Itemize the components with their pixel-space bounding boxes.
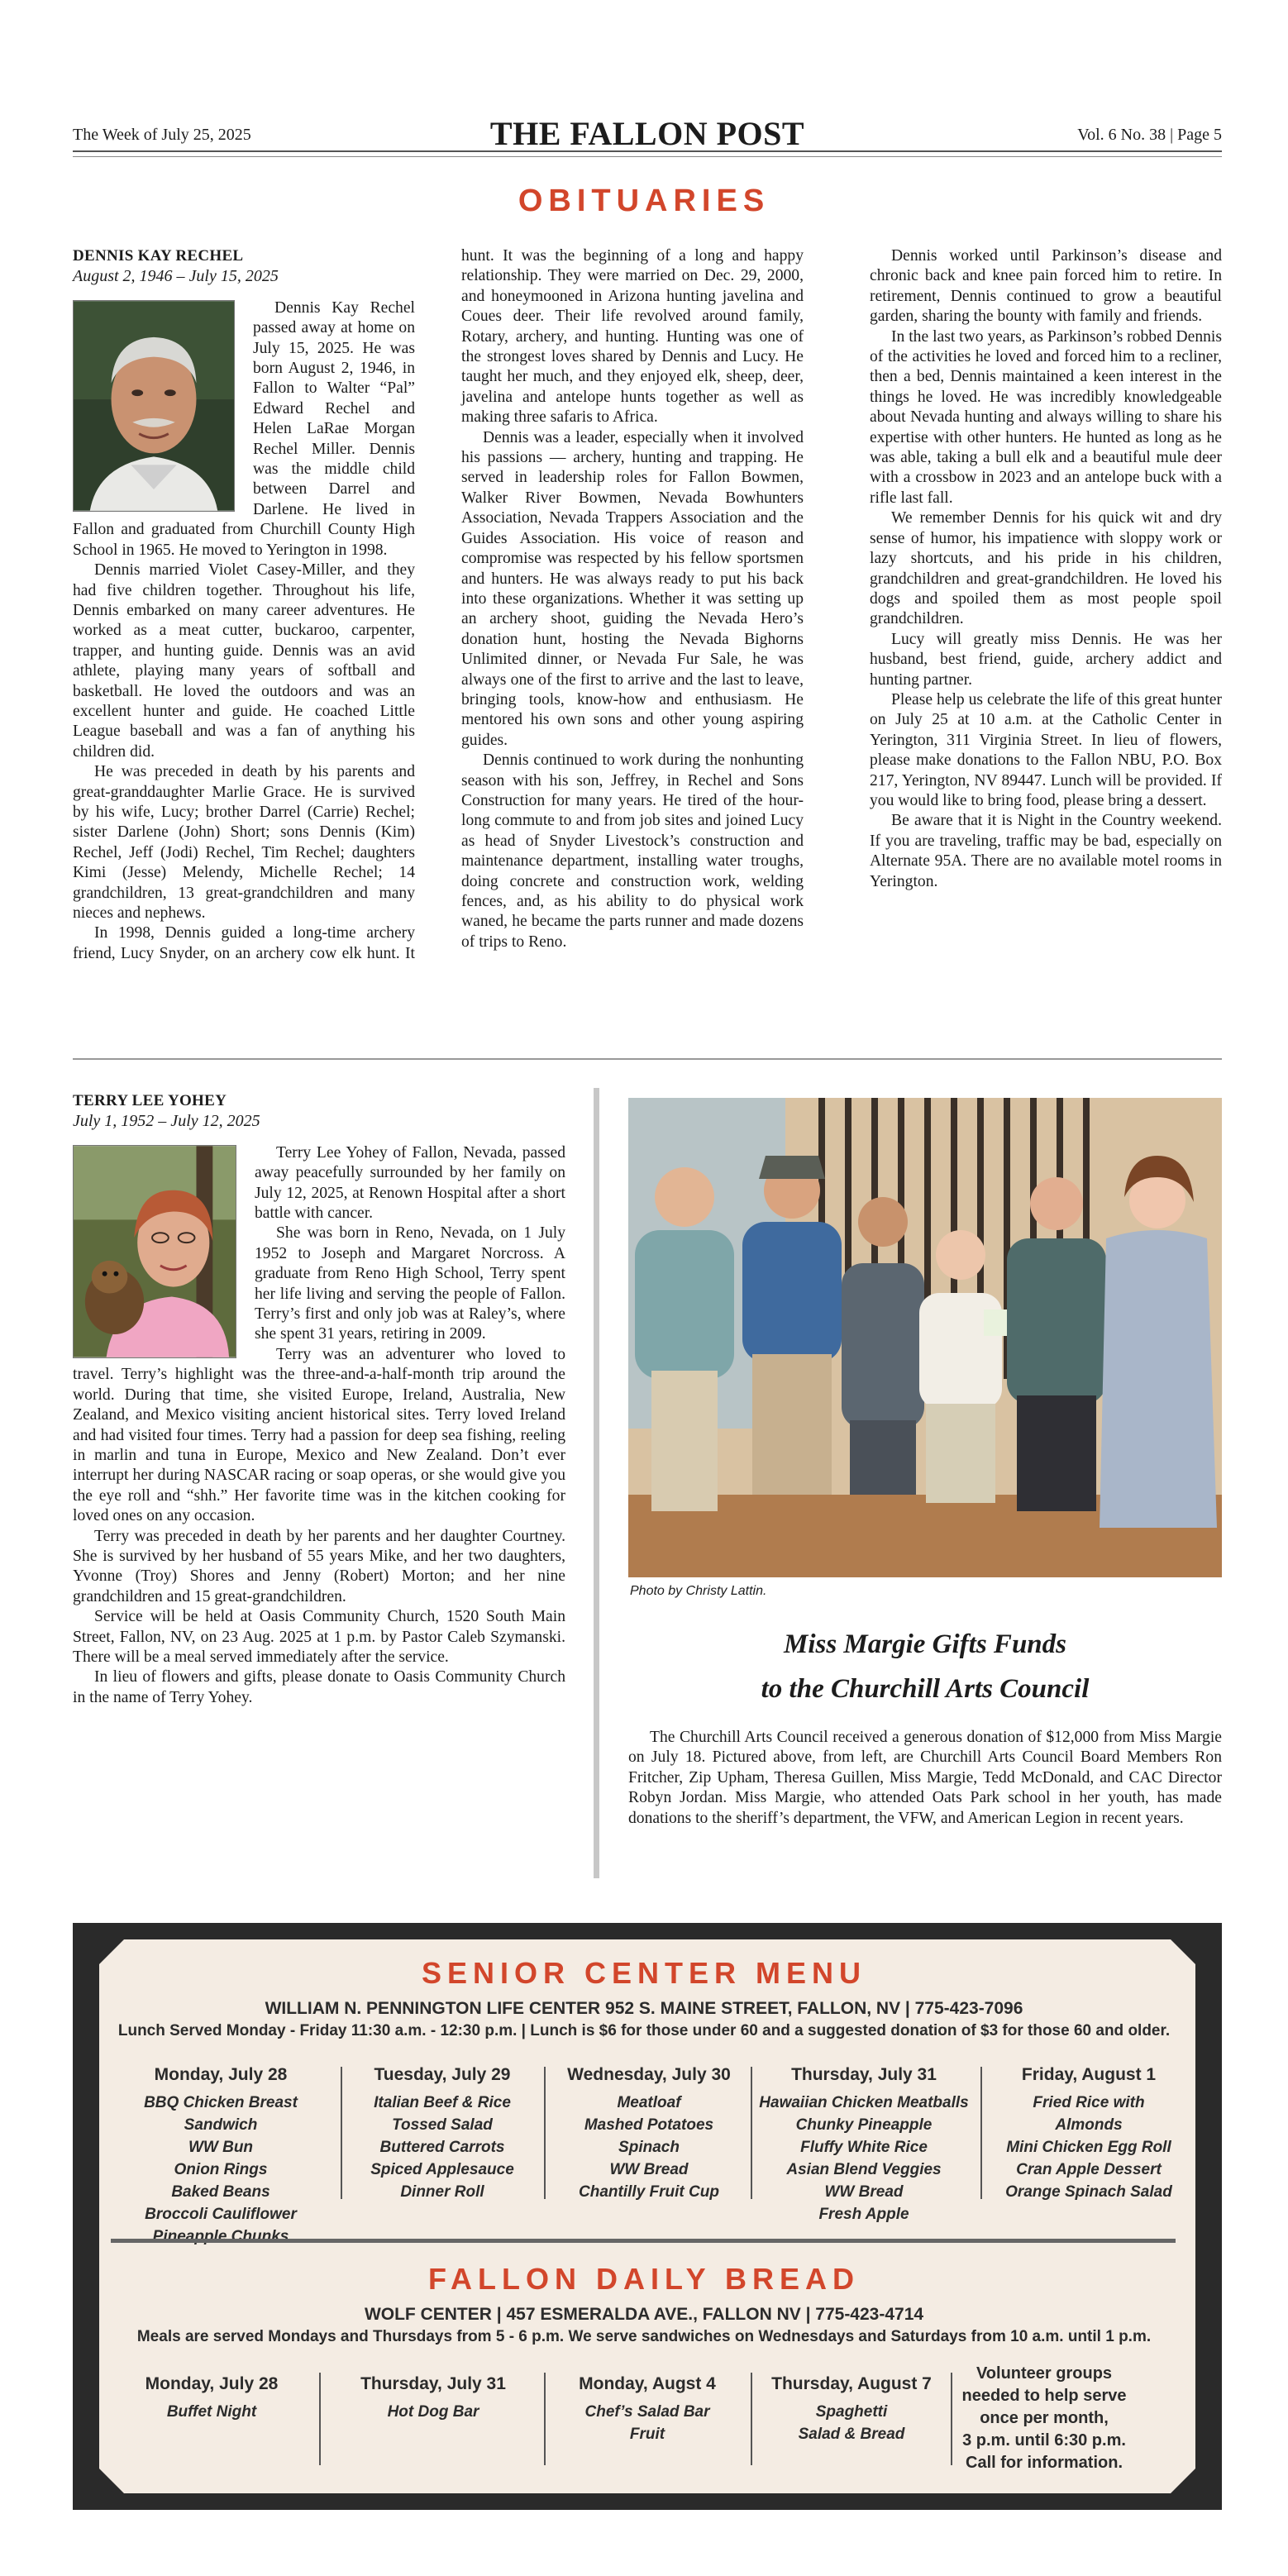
obit2-paragraph: In lieu of flowers and gifts, please donate to Oasis Community Church in the name of Terry Yohey. (73, 1668, 565, 1706)
story-paragraph: The Churchill Arts Council received a generous donation of $12,000 from Miss Margie on July 18. Pictured above, from left, are Churchill Arts Council Board Members Ron Fritcher, Zip Upham, Theresa Guillen, Miss Margie, Tedd McDonald, and CAC Director Robyn Jordan. Miss Margie, who attended Oats Park school in her youth, has made donations to the sheriff’s department, the VFW, and American Legion in recent years. (628, 1729, 1222, 1827)
story-headline (628, 1622, 1222, 1711)
daily-bread-day (754, 2373, 949, 2445)
menu-item: Fluffy White Rice (800, 2139, 928, 2156)
day-heading: Thursday, August 7 (771, 2374, 932, 2393)
terry-yohey-portrait (73, 1145, 236, 1358)
menu-item: Chef’s Salad Bar (584, 2403, 710, 2421)
menu-item: Chantilly Fruit Cup (579, 2183, 719, 2201)
menu-column-divider (341, 2067, 342, 2199)
day-heading: Monday, July 28 (154, 2065, 288, 2084)
donation-group-photo (628, 1098, 1222, 1577)
volunteer-line: Volunteer groups (976, 2364, 1113, 2383)
menu-item: Spiced Applesauce (370, 2161, 514, 2178)
obit2-paragraph: Terry was an adventurer who loved to travel. Terry’s highlight was the three-and-a-half-month trip around the world. During that time, she visited Europe, Ireland, Australia, New Zealand, and Mexico visiting ancient historical sites. Terry loved Ireland and had visited four times. Terry had a passion for deep sea fishing, reeling in marlin and tuna in Europe, Mexico and New Zealand. Don’t ever interrupt her during NASCAR racing or soap operas, or she would give you the eye roll and “shh.” Her favorite time was in the kitchen cooking for loved ones on any occasion. (73, 1345, 565, 1525)
day-heading: Thursday, July 31 (791, 2065, 937, 2084)
obit1-name: DENNIS KAY RECHEL (73, 247, 244, 265)
obit1-paragraph: Be aware that it is Night in the Country weekend. If you are traveling, traffic may be bad, especially on Alternate 95A. There are no available motel rooms in Yerington. (870, 812, 1222, 890)
obit2-name: TERRY LEE YOHEY (73, 1092, 227, 1109)
day-heading: Wednesday, July 30 (567, 2065, 731, 2084)
menu-item: WW Bread (609, 2161, 689, 2178)
section-title: OBITUARIES (518, 184, 770, 218)
menu-item: Italian Beef & Rice (374, 2094, 511, 2111)
daily-bread-title: FALLON DAILY BREAD (427, 2262, 861, 2296)
menu-column-divider (751, 2067, 752, 2199)
masthead (73, 114, 1222, 152)
menu-item: Cran Apple Dessert (1016, 2161, 1162, 2178)
menu-item: Chunky Pineapple (795, 2116, 933, 2134)
obit1-paragraph: We remember Dennis for his quick wit and dry sense of humor, his impatience with sloppy work or lazy shortcuts, and his pride in his children, grandchildren and great-grandchildren. He loved his dogs and spoiled them as most people spoil grandchildren. (870, 509, 1222, 628)
menu-item: Buffet Night (166, 2403, 257, 2421)
obit1-paragraph: In the last two years, as Parkinson’s robbed Dennis of the activities he loved and forced him to a recliner, then a bed, Dennis maintained a keen interest in the things he loved. He was incredibly knowledgeable about Nevada hunting and always willing to share his expertise with other hunters. He hunted as long as he was able, taking a bull elk and a beautiful mule deer with a crossbow in 2023 and an antelope buck with a rifle last fall. (870, 327, 1222, 507)
menu-item: Tossed Salad (392, 2116, 493, 2134)
daily-bread-day (324, 2373, 542, 2423)
daily-bread-note: Meals are served Mondays and Thursdays from 5 - 6 p.m. We serve sandwiches on Wednesdays and Saturdays from 10 a.m. until 1 p.m. (136, 2328, 1152, 2345)
senior-menu-note: Lunch Served Monday - Friday 11:30 a.m. - 12:30 p.m. | Lunch is $6 for those under 60 and a suggested donation of $3 for those 60 and older. (117, 2022, 1171, 2039)
obit1-paragraph: Dennis worked until Parkinson’s disease and chronic back and knee pain forced him to retire. In retirement, Dennis continued to grow a beautiful garden, sharing the bounty with family and friends. (870, 247, 1222, 326)
obit1-paragraph: Dennis continued to work during the nonhunting season with his son, Jeffrey, in Rechel and Sons Construction for many years. He tired of the hour-long commute to and from job sites and joined Lucy as head of Snyder Livestock’s construction and maintenance department, installing water troughs, doing concrete and construction work, welding fences, and, as his ability to do physical work waned, he became the parts runner and made dozens of trips to Reno. (461, 751, 804, 951)
obit1-paragraph: Dennis was a leader, especially when it involved his passions — archery, hunting and trapping. He served in leadership roles for Fallon Bowmen, Walker River Bowmen, Nevada Bowhunters Association, Nevada Trappers Association and the Guides Association. His voice of reason and compromise was respected by his fellow sportsmen and hunters. He was always ready to put his back into these organizations. Whether it was setting up an archery shoot, guiding the Nevada Hero’s donation hunt, hosting the Nevada Bighorns Unlimited dinner, or Nevada Fur Sale, he was always one of the first to arrive and the last to leave, bringing tools, know-how and enthusiasm. He mentored his own sons and other young aspiring guides. (461, 428, 804, 749)
senior-menu-title: SENIOR CENTER MENU (421, 1956, 867, 1990)
daily-bread-address: WOLF CENTER | 457 ESMERALDA AVE., FALLON NV | 775-423-4714 (364, 2305, 924, 2324)
daily-bread-day (549, 2373, 746, 2445)
obit2-paragraph: Service will be held at Oasis Community Church, 1520 South Main Street, Fallon, NV, on 23 Aug. 2025 at 1 p.m. by Pastor Caleb Szymanski. There will be a meal served immediately after the service. (73, 1608, 565, 1666)
volunteer-line: needed to help serve (961, 2387, 1127, 2405)
menu-item: BBQ Chicken Breast Sandwich (144, 2094, 298, 2134)
daily-bread-day (112, 2373, 311, 2423)
photo-credit: Photo by Christy Lattin. (630, 1584, 767, 1598)
obit2-paragraph: She was born in Reno, Nevada, on 1 July 1952 to Joseph and Margaret Norcross. A graduate from Reno High School, Terry spent her life living and serving the people of Fallon. Terry’s first and only job was at Raley’s, where she spent 31 years, retiring in 2009. (255, 1224, 565, 1343)
menu-item: Fruit (629, 2426, 665, 2443)
obit1-paragraph: Dennis Kay Rechel passed away at home on July 15, 2025. He was born August 2, 1946, in Fallon to Walter “Pal” Edward Rechel and Helen LaRae Morgan Rechel Miller. Dennis was the middle child between Darrel and Darlene. He lived in Fallon and graduated from Churchill County High School in 1965. He moved to Yerington in 1998. (73, 298, 415, 559)
obit1-column-2 (461, 246, 804, 952)
menu-column-divider (751, 2373, 752, 2465)
obit1-paragraph: Dennis married Violet Casey-Miller, and they had five children together. Throughout his life, Dennis embarked on many career adventures. He worked as a meat cutter, buckaroo, carpenter, trapper, and hunting guide. Dennis was an avid athlete, playing many years of softball and basketball. He loved the outdoors and was an excellent hunter and guide. He coached Little League baseball and was a fan of anything his children did. (73, 561, 415, 761)
volunteer-line: once per month, (980, 2409, 1109, 2427)
menu-section-divider (111, 2239, 1176, 2243)
obit1-paragraph: Lucy will greatly miss Dennis. He was her husband, best friend, guide, archery addict and hunting partner. (870, 630, 1222, 689)
menu-item: Asian Blend Veggies (786, 2161, 942, 2178)
senior-menu-day (112, 2063, 329, 2248)
menu-item: Dinner Roll (400, 2183, 484, 2201)
senior-menu-day (551, 2063, 747, 2203)
obit2-column (73, 1091, 565, 1708)
menu-item: Hawaiian Chicken Meatballs (759, 2094, 969, 2111)
menu-item: Almonds (1055, 2116, 1123, 2134)
story-headline-line-2: to the Churchill Arts Council (761, 1674, 1090, 1704)
menu-item: Baked Beans (171, 2183, 270, 2201)
dennis-rechel-portrait (73, 300, 235, 512)
menu-item: Spinach (618, 2139, 680, 2156)
obit1-column-3 (870, 246, 1222, 892)
obit1-column-1 (73, 246, 415, 963)
menu-item: WW Bun (188, 2139, 254, 2156)
menu-item: Spaghetti (815, 2403, 888, 2421)
volume-page: Vol. 6 No. 38 | Page 5 (1077, 126, 1222, 144)
obit1-paragraph: He was preceded in death by his parents and great-granddaughter Marlie Grace. He is survived by his wife, Lucy; brother Darrel (Carrie) Rechel; sister Darlene (John) Short; sons Dennis (Kim) Rechel, Jeff (Jodi) Rechel, Tim Rechel; daughters Kimi (Jesse) Melendy, Michelle Rechel; 14 grandchildren, 13 great-grandchildren and many nieces and nephews. (73, 763, 415, 922)
menu-item: Pineapple Chunks (152, 2228, 289, 2245)
menu-column-divider (544, 2373, 546, 2465)
story-body (628, 1728, 1222, 1829)
volunteer-line: 3 p.m. until 6:30 p.m. (962, 2431, 1126, 2450)
obit1-paragraph-continued: hunt. It was the beginning of a long and happy relationship. They were married on Dec. 29, 2000, and honeymooned in Arizona hunting javelina and Coues deer. Their life revolved around family, Rotary, archery, and hunting. Hunting was one of the strongest loves shared by Dennis and Lucy. He taught her much, and they enjoyed elk, sheep, deer, javelina and antelope hunts together as well as making three safaris to Africa. (461, 247, 804, 427)
section-divider (73, 1058, 1222, 1060)
day-heading: Monday, Augst 4 (579, 2374, 716, 2393)
obit2-paragraph: Terry was preceded in death by her parents and her daughter Courtney. She is survived by her husband of 55 years Mike, and her two daughters, Yvonne (Troy) Shores and Jenny (Robert) Morton; and her nine grandchildren and 15 great-grandchildren. (73, 1527, 565, 1605)
menu-column-divider (319, 2373, 321, 2465)
day-heading: Tuesday, July 29 (374, 2065, 511, 2084)
day-heading: Monday, July 28 (145, 2374, 279, 2393)
day-heading: Thursday, July 31 (360, 2374, 506, 2393)
newspaper-title: THE FALLON POST (489, 115, 805, 152)
issue-date: The Week of July 25, 2025 (73, 126, 251, 144)
obit1-paragraph: In 1998, Dennis guided a long-time archery friend, Lucy Snyder, on an archery cow elk hunt. It (73, 924, 415, 962)
menu-item: Onion Rings (174, 2161, 268, 2178)
menu-item: Hot Dog Bar (387, 2403, 479, 2421)
menu-item: Mini Chicken Egg Roll (1006, 2139, 1171, 2156)
obit1-dates: August 2, 1946 – July 15, 2025 (73, 267, 279, 286)
menu-item: Fresh Apple (818, 2206, 909, 2223)
senior-menu-address: WILLIAM N. PENNINGTON LIFE CENTER 952 S. MAINE STREET, FALLON, NV | 775-423-7096 (265, 1999, 1023, 2018)
senior-menu-day (347, 2063, 537, 2203)
menu-item: Buttered Carrots (379, 2139, 505, 2156)
story-headline-line-1: Miss Margie Gifts Funds (783, 1629, 1066, 1659)
menu-item: WW Bread (824, 2183, 904, 2201)
menu-item: Fried Rice with (1033, 2094, 1145, 2111)
senior-menu-day (754, 2063, 974, 2225)
obit2-paragraph: Terry Lee Yohey of Fallon, Nevada, passed away peacefully surrounded by her family on July 12, 2025, at Renown Hospital after a short battle with cancer. (255, 1143, 565, 1223)
column-divider (594, 1088, 599, 1878)
menu-item: Mashed Potatoes (584, 2116, 714, 2134)
day-heading: Friday, August 1 (1021, 2065, 1157, 2084)
menu-item: Meatloaf (617, 2094, 681, 2111)
volunteer-notice (949, 2363, 1139, 2474)
menu-item: Broccoli Cauliflower (145, 2206, 297, 2223)
menu-item: Orange Spinach Salad (1005, 2183, 1172, 2201)
volunteer-line: Call for information. (966, 2454, 1123, 2472)
menu-item: Salad & Bread (798, 2426, 905, 2443)
menu-column-divider (980, 2067, 982, 2199)
obit1-paragraph: Please help us celebrate the life of this great hunter on July 25 at 10 a.m. at the Catholic Center in Yerington, 311 Virginia Street. In lieu of flowers, please make donations to the Fallon NBU, P.O. Box 217, Yerington, NV 89447. Lunch will be provided. If you would like to bring food, please bring a dessert. (870, 690, 1222, 809)
senior-menu-day (985, 2063, 1192, 2203)
obit2-dates: July 1, 1952 – July 12, 2025 (73, 1112, 260, 1131)
menu-column-divider (544, 2067, 546, 2199)
